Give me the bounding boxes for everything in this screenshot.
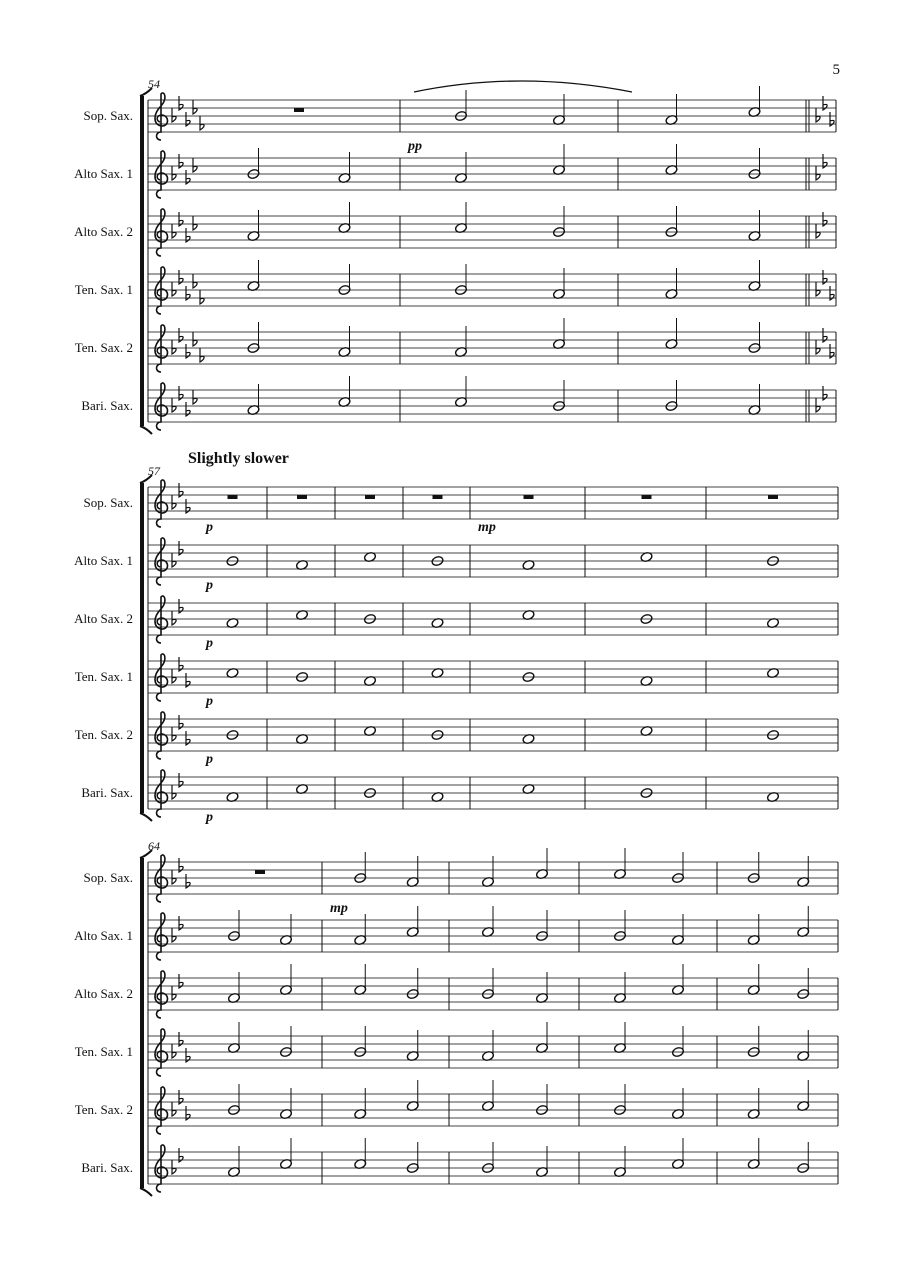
- instrument-label: Ten. Sax. 2: [74, 340, 133, 355]
- system-bracket: [140, 96, 144, 426]
- instrument-label: Alto Sax. 1: [74, 553, 133, 568]
- dynamic-marking: mp: [330, 901, 348, 916]
- key-flat-icon: [172, 1044, 176, 1058]
- key-flat-icon: [172, 495, 176, 509]
- key-flat-icon: [193, 158, 197, 172]
- key-flat-icon: [172, 108, 176, 122]
- key-flat-icon: [193, 216, 197, 230]
- whole-rest-icon: [365, 495, 375, 499]
- whole-rest-icon: [255, 870, 265, 874]
- courtesy-flat-icon: [816, 398, 820, 412]
- whole-rest-icon: [294, 108, 304, 112]
- key-flat-icon: [172, 986, 176, 1000]
- instrument-label: Alto Sax. 2: [74, 224, 133, 239]
- dynamic-marking: p: [206, 578, 213, 593]
- key-flat-icon: [193, 332, 197, 346]
- key-flat-icon: [172, 785, 176, 799]
- instrument-label: Bari. Sax.: [81, 785, 133, 800]
- tie-slur: [414, 81, 632, 92]
- key-flat-icon: [200, 290, 204, 304]
- key-flat-icon: [172, 669, 176, 683]
- bracket-hook: [140, 813, 152, 821]
- dynamic-marking: p: [206, 636, 213, 651]
- instrument-label: Ten. Sax. 1: [74, 1044, 133, 1059]
- key-flat-icon: [172, 224, 176, 238]
- measure-number: 57: [148, 464, 160, 478]
- instrument-label: Alto Sax. 2: [74, 611, 133, 626]
- dynamic-marking: p: [206, 694, 213, 709]
- key-flat-icon: [172, 1160, 176, 1174]
- instrument-label: Sop. Sax.: [83, 870, 133, 885]
- page-number: 5: [832, 62, 840, 78]
- dynamic-marking: p: [206, 752, 213, 767]
- bracket-hook: [140, 426, 152, 434]
- key-flat-icon: [193, 100, 197, 114]
- tempo-marking: Slightly slower: [188, 450, 289, 467]
- whole-rest-icon: [524, 495, 534, 499]
- key-flat-icon: [172, 928, 176, 942]
- courtesy-flat-icon: [816, 340, 820, 354]
- bracket-hook: [140, 1188, 152, 1196]
- whole-rest-icon: [228, 495, 238, 499]
- dynamic-marking: p: [206, 520, 213, 535]
- instrument-label: Bari. Sax.: [81, 398, 133, 413]
- dynamic-marking: p: [206, 810, 213, 825]
- courtesy-flat-icon: [816, 224, 820, 238]
- instrument-label: Alto Sax. 1: [74, 166, 133, 181]
- dynamic-marking: mp: [478, 520, 496, 535]
- whole-rest-icon: [768, 495, 778, 499]
- instrument-label: Sop. Sax.: [83, 108, 133, 123]
- whole-rest-icon: [433, 495, 443, 499]
- key-flat-icon: [193, 390, 197, 404]
- measure-number: 54: [148, 77, 160, 91]
- key-flat-icon: [172, 727, 176, 741]
- key-flat-icon: [172, 340, 176, 354]
- key-flat-icon: [200, 116, 204, 130]
- key-flat-icon: [172, 553, 176, 567]
- instrument-label: Sop. Sax.: [83, 495, 133, 510]
- system-bracket: [140, 483, 144, 813]
- instrument-label: Ten. Sax. 2: [74, 1102, 133, 1117]
- instrument-label: Ten. Sax. 1: [74, 669, 133, 684]
- instrument-label: Ten. Sax. 1: [74, 282, 133, 297]
- instrument-label: Alto Sax. 1: [74, 928, 133, 943]
- dynamic-marking: pp: [408, 139, 422, 154]
- courtesy-flat-icon: [816, 108, 820, 122]
- whole-rest-icon: [642, 495, 652, 499]
- courtesy-flat-icon: [816, 282, 820, 296]
- key-flat-icon: [172, 1102, 176, 1116]
- key-flat-icon: [172, 398, 176, 412]
- instrument-label: Alto Sax. 2: [74, 986, 133, 1001]
- key-flat-icon: [172, 166, 176, 180]
- measure-number: 64: [148, 839, 160, 853]
- system-bracket: [140, 858, 144, 1188]
- key-flat-icon: [200, 348, 204, 362]
- whole-rest-icon: [297, 495, 307, 499]
- key-flat-icon: [193, 274, 197, 288]
- instrument-label: Bari. Sax.: [81, 1160, 133, 1175]
- key-flat-icon: [172, 611, 176, 625]
- key-flat-icon: [172, 870, 176, 884]
- courtesy-flat-icon: [816, 166, 820, 180]
- key-flat-icon: [172, 282, 176, 296]
- instrument-label: Ten. Sax. 2: [74, 727, 133, 742]
